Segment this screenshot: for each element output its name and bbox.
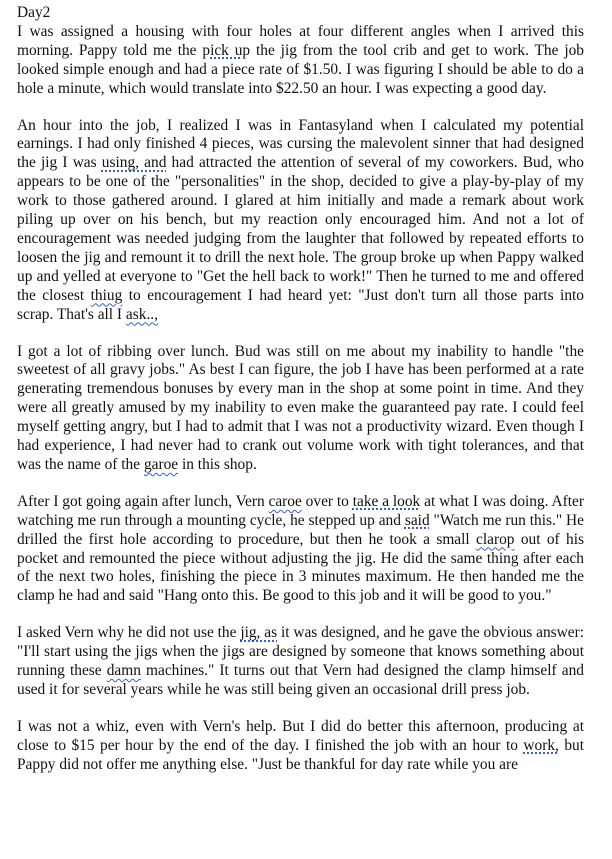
spelling-error-word: caroe — [268, 492, 302, 510]
grammar-flagged-phrase: said — [404, 511, 430, 529]
paragraph-text: I asked Vern why he did not use the — [17, 624, 241, 642]
document-heading: Day2 — [17, 4, 51, 21]
grammar-flagged-phrase: using, and — [101, 154, 167, 172]
paragraph-text: I was not a whiz, even with Vern's help. But I did do better this afternoon, producing at close to $15 per hour by the end of the day. I finished the job with an hour to — [17, 717, 584, 754]
grammar-flagged-phrase: jig, as — [240, 624, 278, 642]
document-paragraph — [17, 117, 584, 325]
paragraph-text: I got a lot of ribbing over lunch. Bud was still on me about my inability to handle "the sweetest of all gravy jobs." As best I can figure, the job I have has been performed at a rate generating tremendous bonuses by every man in the shop at some point in time. And they were all greatly amused by my inability to even make the guaranteed pay rate. I could feel myself getting angry, but I had to admit that I was not a productivity wizard. Even though I had experience, I had never had to crank out volume work with tight tolerances, and that was the name of the — [17, 342, 584, 473]
document-paragraph — [17, 718, 584, 775]
paragraph-text: machines." It turns out that Vern had designed the clamp himself and used it for several years while he was still being given an occasional drill press job. — [17, 662, 584, 698]
spelling-error-word: ask.., — [125, 305, 158, 323]
spelling-error-word: thiug — [90, 286, 123, 304]
document-paragraph — [17, 624, 584, 700]
document-body — [17, 23, 584, 775]
grammar-flagged-phrase: take a look — [352, 492, 421, 510]
paragraph-text: to encouragement I had heard yet: "Just don't turn all those parts into scrap. That's all I — [17, 286, 584, 323]
paragraph-text: An hour into the job, I realized I was in Fantasyland when I calculated my potential earnings. I had only finished 4 pieces, was cursing the malevolent sinner that had designed the jig I was — [17, 116, 584, 172]
paragraph-text: "Watch me run this." He drilled the first hole according to procedure, but then he took a small — [17, 511, 584, 548]
paragraph-text: in this shop. — [178, 455, 257, 473]
paragraph-text: but Pappy did not offer me anything else. "Just be thankful for day rate while you are — [17, 736, 584, 773]
spelling-error-word: garoe — [143, 455, 179, 473]
document-paragraph — [17, 493, 584, 606]
document-paragraph — [17, 23, 584, 99]
paragraph-text: at what I was doing. After watching me run through a mounting cycle, he stepped up and — [17, 492, 584, 529]
document-paragraph — [17, 343, 584, 475]
grammar-flagged-phrase: pick up — [202, 41, 251, 59]
spelling-error-word: damn — [106, 662, 141, 680]
grammar-flagged-phrase: work, — [523, 736, 559, 754]
paragraph-text: it was designed, and he gave the obvious answer: "I'll start using the jigs when the jigs are designed by someone that knows something about running these — [17, 624, 585, 680]
paragraph-text: After I got going again after lunch, Vern — [17, 492, 269, 510]
paragraph-text: out of his pocket and remounted the piece without adjusting the jig. He did the same thing after each of the next two holes, finishing the piece in 3 minutes maximum. He then handed me the clamp he had and said "Hang onto this. Be good to this job and it will be good to you." — [17, 530, 584, 605]
paragraph-text: had attracted the attention of several of my coworkers. Bud, who appears to be one of the "personalities" in the shop, decided to give a play-by-play of my work to those gathered around. I glared at him initially and made a remark about work piling up over on his bench, but my reaction only encouraged him. And not a lot of encouragement was needed judging from the laughter that followed by repeated efforts to loosen the jig and remount it to drill the next hole. The group broke up when Pappy walked up and yelled at everyone to "Get the hell back to work!" Then he turned to me and offered the closest — [17, 154, 584, 304]
paragraph-text: over to — [301, 492, 353, 510]
spelling-error-word: clarop — [476, 530, 515, 548]
paragraph-text: I was assigned a housing with four holes at four different angles when I arrived this morning. Pappy told me the — [17, 22, 584, 59]
paragraph-text: the jig from the tool crib and get to work. The job looked simple enough and had a piece rate of $1.50. I was figuring I should be able to do a hole a minute, which would translate into $22.50 an hour. I was expecting a good day. — [17, 41, 584, 97]
